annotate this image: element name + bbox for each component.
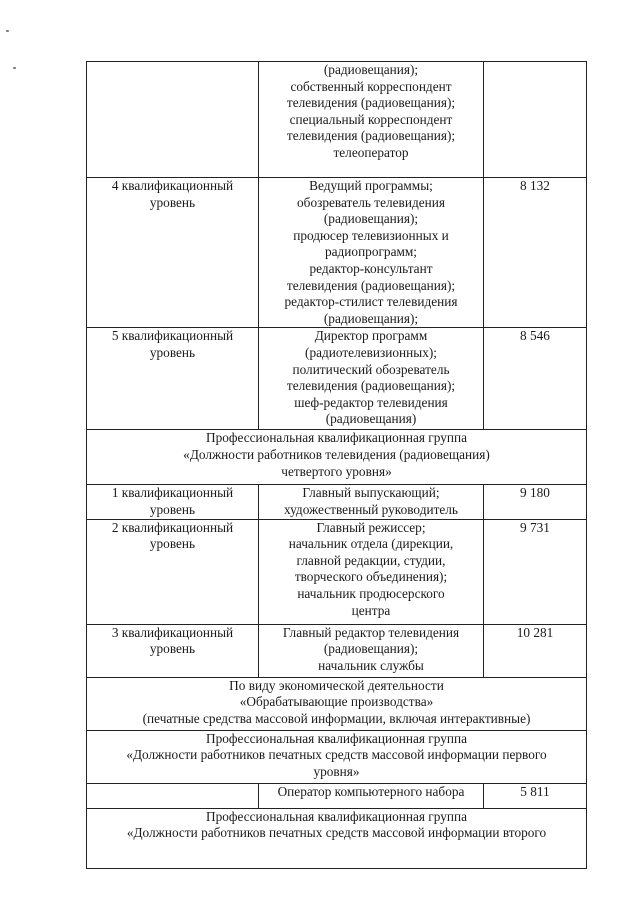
- position-line: начальник службы: [318, 657, 424, 673]
- qualification-level-text: 1 квалификационный уровень: [111, 485, 234, 517]
- position-line: начальник отдела (дирекции,: [288, 536, 454, 552]
- table-row: [87, 328, 587, 430]
- position-line: Главный выпускающий;: [302, 485, 440, 501]
- position-line: Директор программ: [314, 328, 428, 344]
- positions-cell: [259, 783, 484, 808]
- positions-cell: [259, 62, 484, 178]
- group-header-line: (печатные средства массовой информации, включая интерактивные): [142, 710, 531, 726]
- salary-cell: [484, 328, 587, 430]
- scan-speck: [13, 67, 16, 69]
- qualification-level-cell: [87, 178, 259, 328]
- qualification-level-text: 2 квалификационный уровень: [111, 519, 234, 552]
- position-line: (радиовещания);: [323, 211, 419, 227]
- position-line: (радиовещания);: [323, 641, 419, 657]
- qualification-level-text: 5 квалификационный уровень: [111, 328, 234, 360]
- position-line: главной редакции, студии,: [296, 552, 446, 568]
- position-line: телевидения (радиовещания);: [286, 128, 456, 144]
- position-line: (радиовещания);: [323, 62, 419, 77]
- qualification-level-cell: [87, 624, 259, 677]
- qualification-level-text: 4 квалификационный уровень: [111, 178, 234, 210]
- salary-cell: [484, 485, 587, 519]
- table-row: [87, 178, 587, 328]
- group-header-cell: [87, 808, 587, 868]
- salary-cell: [484, 519, 587, 624]
- position-line: шеф-редактор телевидения: [294, 394, 448, 410]
- table-row: [87, 783, 587, 808]
- positions-cell: [259, 624, 484, 677]
- group-header-line: Профессиональная квалификационная группа: [206, 730, 467, 746]
- position-line: собственный корреспондент: [290, 78, 452, 94]
- group-header-row: [87, 677, 587, 730]
- qualification-level-text: 3 квалификационный уровень: [111, 624, 234, 657]
- position-line: радиопрограмм;: [324, 244, 418, 260]
- scan-speck: [6, 30, 9, 32]
- group-header-cell: [87, 430, 587, 485]
- salary-value: 8 546: [520, 328, 550, 344]
- position-line: специальный корреспондент: [289, 111, 453, 127]
- table-row: [87, 62, 587, 178]
- salary-value: 9 180: [520, 485, 550, 501]
- group-header-line: Профессиональная квалификационная группа: [206, 430, 467, 446]
- position-line: телеоператор: [333, 144, 409, 160]
- group-header-row: [87, 430, 587, 485]
- group-header-line: Профессиональная квалификационная группа: [206, 808, 467, 824]
- position-line: Главный режиссер;: [316, 519, 426, 535]
- group-header-line: уровня»: [313, 763, 360, 779]
- position-line: (радиовещания): [325, 411, 417, 427]
- position-line: Ведущий программы;: [309, 178, 433, 193]
- positions-cell: [259, 485, 484, 519]
- salary-value: 8 132: [520, 178, 550, 193]
- table-row: [87, 485, 587, 519]
- salary-table: [86, 61, 587, 869]
- position-line: телевидения (радиовещания);: [286, 277, 456, 293]
- group-header-row: [87, 730, 587, 783]
- group-header-cell: [87, 677, 587, 730]
- position-line: телевидения (радиовещания);: [286, 378, 456, 394]
- qualification-level-cell: [87, 783, 259, 808]
- salary-cell: [484, 783, 587, 808]
- group-header-line: «Обрабатывающие производства»: [239, 694, 434, 710]
- group-header-line: «Должности работников телевидения (радиовещания): [183, 446, 490, 462]
- salary-table-body: [87, 62, 587, 869]
- position-line: (радиотелевизионных);: [305, 344, 437, 360]
- table-row: [87, 519, 587, 624]
- qualification-level-cell: [87, 328, 259, 430]
- group-header-line: четвертого уровня»: [281, 463, 392, 479]
- salary-value: 10 281: [516, 624, 554, 640]
- position-line: начальник продюсерского: [297, 585, 445, 601]
- position-line: редактор-консультант: [309, 260, 433, 276]
- salary-cell: [484, 178, 587, 328]
- salary-value: 9 731: [520, 519, 550, 535]
- group-header-row: [87, 808, 587, 868]
- qualification-level-cell: [87, 62, 259, 178]
- salary-value: 5 811: [520, 783, 550, 799]
- group-header-cell: [87, 730, 587, 783]
- position-line: творческого объединения);: [294, 569, 448, 585]
- group-header-line: По виду экономической деятельности: [229, 677, 444, 693]
- group-header-line: «Должности работников печатных средств массовой информации первого: [126, 747, 547, 763]
- position-line: обозреватель телевидения: [297, 194, 445, 210]
- position-line: художественный руководитель: [283, 501, 458, 517]
- table-row: [87, 624, 587, 677]
- position-line: центра: [351, 602, 391, 618]
- positions-cell: [259, 519, 484, 624]
- position-line: Главный редактор телевидения: [282, 624, 460, 640]
- position-line: редактор-стилист телевидения: [284, 294, 458, 310]
- qualification-level-cell: [87, 485, 259, 519]
- positions-cell: [259, 178, 484, 328]
- positions-cell: [259, 328, 484, 430]
- position-line: телевидения (радиовещания);: [286, 95, 456, 111]
- position-line: политический обозреватель: [292, 361, 450, 377]
- position-line: продюсер телевизионных и: [293, 227, 449, 243]
- qualification-level-cell: [87, 519, 259, 624]
- group-header-line: «Должности работников печатных средств массовой информации второго: [126, 825, 547, 841]
- position-line: (радиовещания);: [323, 310, 419, 326]
- position-line: Оператор компьютерного набора: [277, 783, 465, 799]
- salary-cell: [484, 624, 587, 677]
- salary-cell: [484, 62, 587, 178]
